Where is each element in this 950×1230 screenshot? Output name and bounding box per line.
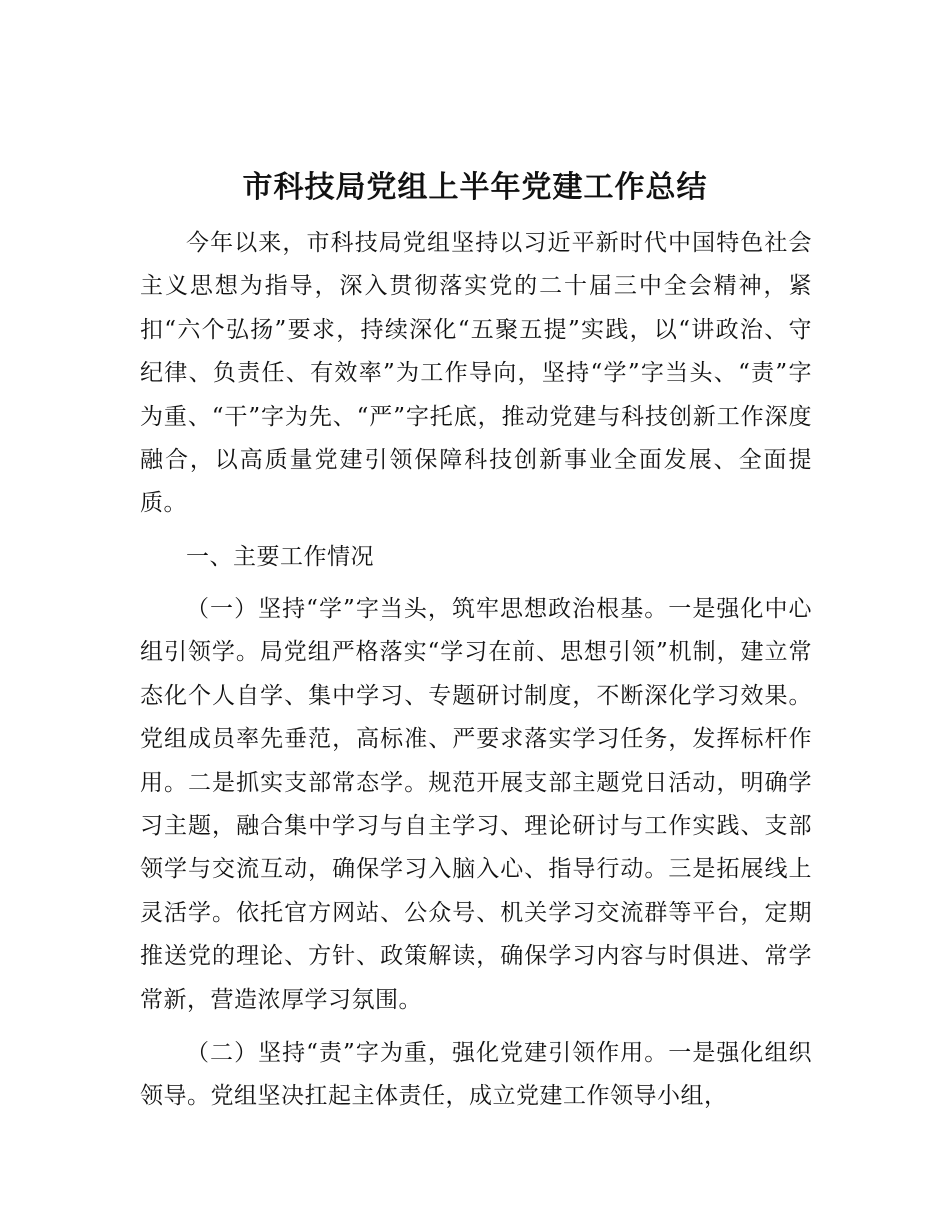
document-title: 市科技局党组上半年党建工作总结 [242, 170, 708, 205]
section-2-paragraph: （二）坚持“责”字为重，强化党建引领作用。一是强化组织领导。党组坚决扛起主体责任，成立党建工作领导小组， [140, 1040, 812, 1110]
section-1-paragraph: （一）坚持“学”字当头，筑牢思想政治根基。一是强化中心组引领学。局党组严格落实“学习在前、思想引领”机制，建立常态化个人自学、集中学习、专题研讨制度，不断深化学习效果。党组成员率先垂范，高标准、严要求落实学习任务，发挥标杆作用。二是抓实支部常态学。规范开展支部主题党日活动，明确学习主题，融合集中学习与自主学习、理论研讨与工作实践、支部领学与交流互动，确保学习入脑入心、指导行动。三是拓展线上灵活学。依托官方网站、公众号、机关学习交流群等平台，定期推送党的理论、方针、政策解读，确保学习内容与时俱进、常学常新，营造浓厚学习氛围。 [140, 596, 812, 1013]
section-heading-main-work: 一、主要工作情况 [186, 544, 374, 570]
intro-paragraph: 今年以来，市科技局党组坚持以习近平新时代中国特色社会主义思想为指导，深入贯彻落实党的二十届三中全会精神，紧扣“六个弘扬”要求，持续深化“五聚五提”实践，以“讲政治、守纪律、负责任、有效率”为工作导向，坚持“学”字当头、“责”字为重、“干”字为先、“严”字托底，推动党建与科技创新工作深度融合，以高质量党建引领保障科技创新事业全面发展、全面提质。 [140, 230, 812, 517]
